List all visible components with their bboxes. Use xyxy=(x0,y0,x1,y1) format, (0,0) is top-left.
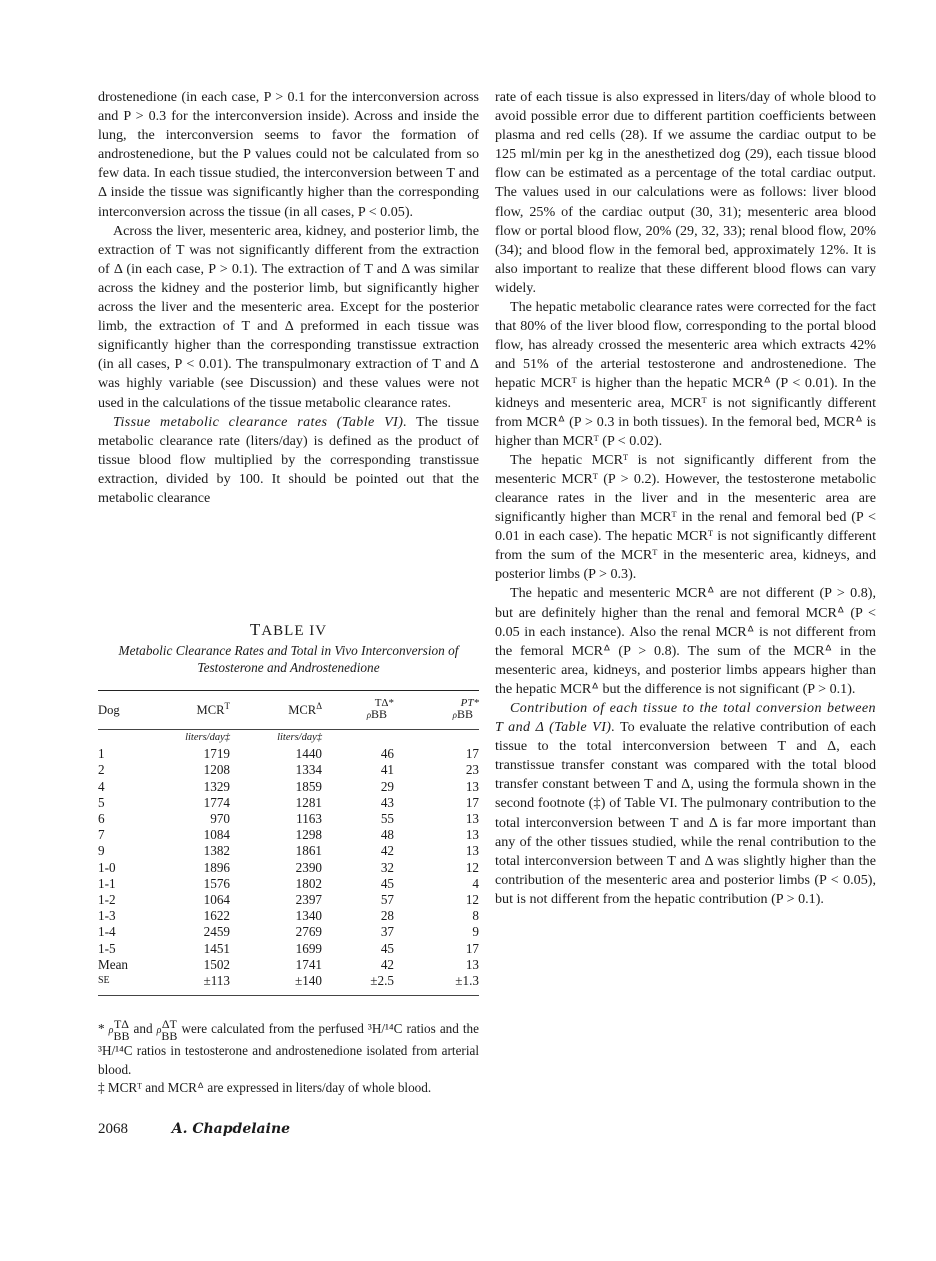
cell-dog: 1-5 xyxy=(98,940,116,956)
rho-symbol: ρ xyxy=(452,710,457,720)
cell-mcr-t: 1622 xyxy=(203,908,230,924)
header-rho-pt xyxy=(394,691,479,729)
cell-mcr-t: 1382 xyxy=(203,843,230,859)
cell-dog: 4 xyxy=(98,778,105,794)
table-iv xyxy=(98,620,479,996)
cell-rho-pt: 12 xyxy=(465,859,479,875)
cell-dog: 1-4 xyxy=(98,924,116,940)
frac-top: TΔ xyxy=(113,1017,129,1031)
left-column xyxy=(98,88,479,508)
header-dog: Dog xyxy=(98,702,120,717)
cell-dog: 7 xyxy=(98,827,105,843)
header-rho-ta-sub: BB xyxy=(371,707,388,721)
cell-mcr-a: 1340 xyxy=(295,908,322,924)
cell-rho-ta: 32 xyxy=(380,859,394,875)
cell-mcr-a: 2390 xyxy=(295,859,322,875)
table-footnotes xyxy=(98,1018,479,1098)
cell-mcr-a: 1699 xyxy=(295,940,322,956)
section-heading: Contribution of each tissue to the total conversion between T and Δ (Table VI). xyxy=(495,700,876,736)
page-footer xyxy=(98,1121,290,1138)
cell-mcr-t: 1451 xyxy=(203,940,230,956)
header-mcr-a-label: MCR xyxy=(288,702,317,717)
table-bottom-rule xyxy=(98,995,479,996)
cell-mcr-t: 1576 xyxy=(203,875,230,891)
cell-dog: 6 xyxy=(98,811,105,827)
se-rho-ta: ±2.5 xyxy=(370,973,394,989)
frac-bottom: BB xyxy=(113,1029,130,1043)
cell-mcr-t: 1329 xyxy=(203,778,230,794)
table-row xyxy=(98,908,479,924)
frac-top: ΔT xyxy=(161,1017,177,1031)
cell-dog: 1-0 xyxy=(98,859,116,875)
cell-mcr-a: 1861 xyxy=(295,843,322,859)
footnote-star xyxy=(98,1018,479,1079)
header-rho-ta-sup: TΔ* xyxy=(374,697,394,709)
header-rho-pt-sup: PT* xyxy=(460,697,479,709)
cell-rho-ta: 45 xyxy=(380,875,394,891)
se-rho-pt: ±1.3 xyxy=(455,973,479,989)
cell-dog: 1 xyxy=(98,746,105,762)
rho-symbol: ρ xyxy=(108,1025,114,1037)
mean-row xyxy=(98,957,479,973)
rho-ta-symbol xyxy=(113,1018,129,1042)
section-paragraph xyxy=(495,699,876,909)
cell-rho-ta: 45 xyxy=(380,940,394,956)
paragraph: The hepatic and mesenteric MCRᐞ are not different (P > 0.8), but are definitely higher than the renal and femoral MCRᐞ (P < 0.05 in each instance). Also the renal MCRᐞ is not different from the femoral MCRᐞ (P > 0.8). The sum of the MCRᐞ in the mesenteric area, kidneys, and posterior limbs appears higher than the hepatic MCRᐞ but the difference is not significant (P > 0.1). xyxy=(495,585,876,697)
cell-mcr-t: 1208 xyxy=(203,762,230,778)
rho-symbol: ρ xyxy=(366,710,372,720)
cell-mcr-t: 1896 xyxy=(203,859,230,875)
cell-rho-ta: 28 xyxy=(380,908,394,924)
mean-mcr-t: 1502 xyxy=(203,956,230,972)
section-text: The tissue metabolic clearance rate (liters/day) is defined as the product of tissue blood flow multiplied by the corresponding transtissue extraction, divided by 100. It should be pointed out that the metabolic clearance xyxy=(98,413,479,506)
table-row xyxy=(98,941,479,957)
table-row xyxy=(98,795,479,811)
table-row xyxy=(98,827,479,843)
table-row xyxy=(98,924,479,940)
footnote-star-text: were calculated from the perfused ³H/¹⁴C ratios xyxy=(181,1021,436,1037)
paragraph: Across the liver, mesenteric area, kidney, and posterior limb, the extraction of T was not significantly different from the extraction of Δ (in each case, P > 0.1). The extraction of T and Δ was similar across the kidney and the posterior limb, but significantly higher across the liver and the mesenteric area. Except for the posterior limb, the extraction of T and Δ preformed in each tissue was significantly higher than the corresponding transtissue extraction (in all cases, P < 0.01). The transpulmonary extraction of T and Δ was highly variable (see Discussion) and these values were not used in the calculations of the tissue metabolic clearance rates. xyxy=(98,222,479,411)
header-mcr-t xyxy=(148,691,230,729)
table-row xyxy=(98,892,479,908)
rho-symbol: ρ xyxy=(156,1025,162,1037)
cell-rho-ta: 46 xyxy=(380,746,394,762)
cell-mcr-a: 1802 xyxy=(295,875,322,891)
units-mcr-a: liters/day‡ xyxy=(277,732,322,743)
mean-label: Mean xyxy=(98,956,129,972)
page-number: 2068 xyxy=(98,1121,128,1137)
cell-mcr-a: 1859 xyxy=(295,778,322,794)
cell-rho-pt: 17 xyxy=(465,746,479,762)
cell-rho-ta: 55 xyxy=(380,811,394,827)
cell-mcr-a: 1440 xyxy=(295,746,322,762)
cell-mcr-a: 2769 xyxy=(295,924,322,940)
cell-mcr-a: 1334 xyxy=(295,762,322,778)
table-row xyxy=(98,843,479,859)
cell-rho-ta: 29 xyxy=(380,778,394,794)
cell-mcr-a: 1163 xyxy=(296,811,322,827)
paragraph: The hepatic MCRᵀ is not significantly different from the mesenteric MCRᵀ (P > 0.2). However, the testosterone metabolic clearance rates in the liver and in the mesenteric area are significantly higher than MCRᵀ in the renal and femoral bed (P < 0.01 in each case). The hepatic MCRᵀ is not significantly different from the sum of the MCRᵀ in the mesenteric area, kidneys, and posterior limbs (P > 0.3). xyxy=(495,451,876,583)
table-row xyxy=(98,762,479,778)
footnote-star-marker: * xyxy=(98,1021,105,1037)
se-label: SE xyxy=(98,975,110,987)
cell-rho-pt: 13 xyxy=(465,778,479,794)
cell-rho-pt: 23 xyxy=(465,762,479,778)
se-mcr-a: ±140 xyxy=(294,973,322,989)
cell-mcr-t: 1719 xyxy=(203,746,230,762)
se-mcr-t: ±113 xyxy=(203,973,230,989)
section-paragraph xyxy=(98,413,479,508)
mean-rho-pt: 13 xyxy=(465,956,479,972)
footnote-and: and xyxy=(133,1021,153,1037)
mean-rho-ta: 42 xyxy=(380,956,394,972)
cell-rho-ta: 43 xyxy=(380,794,394,810)
cell-mcr-t: 1774 xyxy=(203,794,230,810)
header-mcr-t-label: MCR xyxy=(196,702,225,717)
cell-mcr-a: 1298 xyxy=(295,827,322,843)
header-mcr-a-sup: Δ xyxy=(316,700,322,711)
rho-at-symbol xyxy=(161,1018,177,1042)
cell-rho-ta: 37 xyxy=(380,924,394,940)
table-caption: Metabolic Clearance Rates and Total in Vivo Interconversion of Testosterone and Androstenedione xyxy=(118,643,459,675)
cell-dog: 1-1 xyxy=(98,875,116,891)
header-row xyxy=(98,691,479,729)
table-title-rest: ABLE IV xyxy=(261,623,328,639)
right-column xyxy=(495,88,876,909)
cell-rho-pt: 12 xyxy=(465,892,479,908)
cell-rho-pt: 9 xyxy=(472,924,479,940)
cell-rho-pt: 13 xyxy=(465,811,479,827)
cell-dog: 9 xyxy=(98,843,105,859)
cell-rho-ta: 48 xyxy=(380,827,394,843)
cell-rho-ta: 57 xyxy=(380,892,394,908)
cell-rho-pt: 8 xyxy=(472,908,479,924)
header-rho-ta xyxy=(322,691,394,729)
cell-mcr-t: 2459 xyxy=(203,924,230,940)
cell-dog: 1-3 xyxy=(98,908,116,924)
cell-rho-pt: 13 xyxy=(465,843,479,859)
se-row xyxy=(98,973,479,989)
table-row xyxy=(98,779,479,795)
units-mcr-t: liters/day‡ xyxy=(185,732,230,743)
data-table xyxy=(98,691,479,989)
table-row xyxy=(98,860,479,876)
mean-mcr-a: 1741 xyxy=(295,956,322,972)
paragraph: drostenedione (in each case, P > 0.1 for the interconversion across and P > 0.3 for the interconversion inside). Across and inside the lung, the interconversion seems to favor the formation of androstenedione, but the P values could not be calculated from so few data. In each tissue studied, the interconversion between T and Δ inside the tissue was significantly higher than the corresponding interconversion across the tissue (in all cases, P < 0.05). xyxy=(98,89,479,220)
cell-mcr-t: 1084 xyxy=(203,827,230,843)
cell-mcr-t: 1064 xyxy=(203,892,230,908)
cell-rho-pt: 4 xyxy=(472,875,479,891)
cell-rho-pt: 17 xyxy=(465,794,479,810)
cell-mcr-a: 2397 xyxy=(295,892,322,908)
cell-rho-ta: 42 xyxy=(380,843,394,859)
footnote-star-text-cont: and the ³H/¹⁴C ratios in testosterone and androstenedione isolated from arterial blood. xyxy=(98,1021,480,1077)
footnote-dagger: ‡ MCRᵀ and MCRᐞ are expressed in liters/day of whole blood. xyxy=(98,1080,432,1096)
running-author: A. Chapdelaine xyxy=(171,1121,291,1137)
table-row xyxy=(98,746,479,762)
cell-rho-pt: 17 xyxy=(465,940,479,956)
cell-rho-ta: 41 xyxy=(380,762,394,778)
paragraph: rate of each tissue is also expressed in liters/day of whole blood to avoid possible error due to different partition coefficients between plasma and red cells (28). If we assume the cardiac output to be 125 ml/min per kg in the anesthetized dog (29), each tissue blood flow can be estimated as a percentage of the total cardiac output. The values used in our calculations were as follows: liver blood flow, 25% of the cardiac output (30, 31); mesenteric area blood flow or portal blood flow, 20% (29, 32, 33); renal blood flow, 20% (34); and blood flow in the femoral bed, approximately 12%. It is also important to realize that these different blood flows can vary widely. xyxy=(495,89,876,296)
cell-dog: 5 xyxy=(98,794,105,810)
section-text: To evaluate the relative contribution of each tissue to the total interconversion between T and Δ, each transtissue transfer constant was compared with the total blood transfer constant between T and Δ, using the formula shown in the second footnote (‡) of Table VI. The pulmonary contribution to the total interconversion between T and Δ is far more important than any of the other tissues studied, while the renal contribution to the total interconversion between T and Δ was slightly higher than the contribution of the mesenteric area and posterior limbs (P < 0.05), but is not different from the hepatic contribution (P > 0.1). xyxy=(495,719,876,907)
cell-dog: 2 xyxy=(98,762,105,778)
table-title-initial: T xyxy=(249,620,262,639)
section-heading: Tissue metabolic clearance rates (Table VI). xyxy=(113,413,408,430)
table-row xyxy=(98,811,479,827)
header-mcr-a xyxy=(230,691,322,729)
header-mcr-t-sup: T xyxy=(224,700,230,711)
frac-bottom: BB xyxy=(161,1029,178,1043)
cell-mcr-t: 970 xyxy=(210,811,230,827)
table-title xyxy=(98,620,479,640)
paragraph: The hepatic metabolic clearance rates were corrected for the fact that 80% of the liver blood flow, corresponding to the portal blood flow, has already crossed the mesenteric area which extracts 42% and 51% of the arterial testosterone and androstenedione. The hepatic MCRᵀ is higher than the hepatic MCRᐞ (P < 0.01). In the kidneys and mesenteric area, MCRᵀ is not significantly different from MCRᐞ (P > 0.3 in both tissues). In the femoral bed, MCRᐞ is higher than MCRᵀ (P < 0.02). xyxy=(495,299,876,449)
table-row xyxy=(98,876,479,892)
cell-rho-pt: 13 xyxy=(465,827,479,843)
header-rho-pt-sub: BB xyxy=(456,707,473,721)
cell-mcr-a: 1281 xyxy=(295,794,322,810)
cell-dog: 1-2 xyxy=(98,892,116,908)
units-row xyxy=(98,730,479,746)
